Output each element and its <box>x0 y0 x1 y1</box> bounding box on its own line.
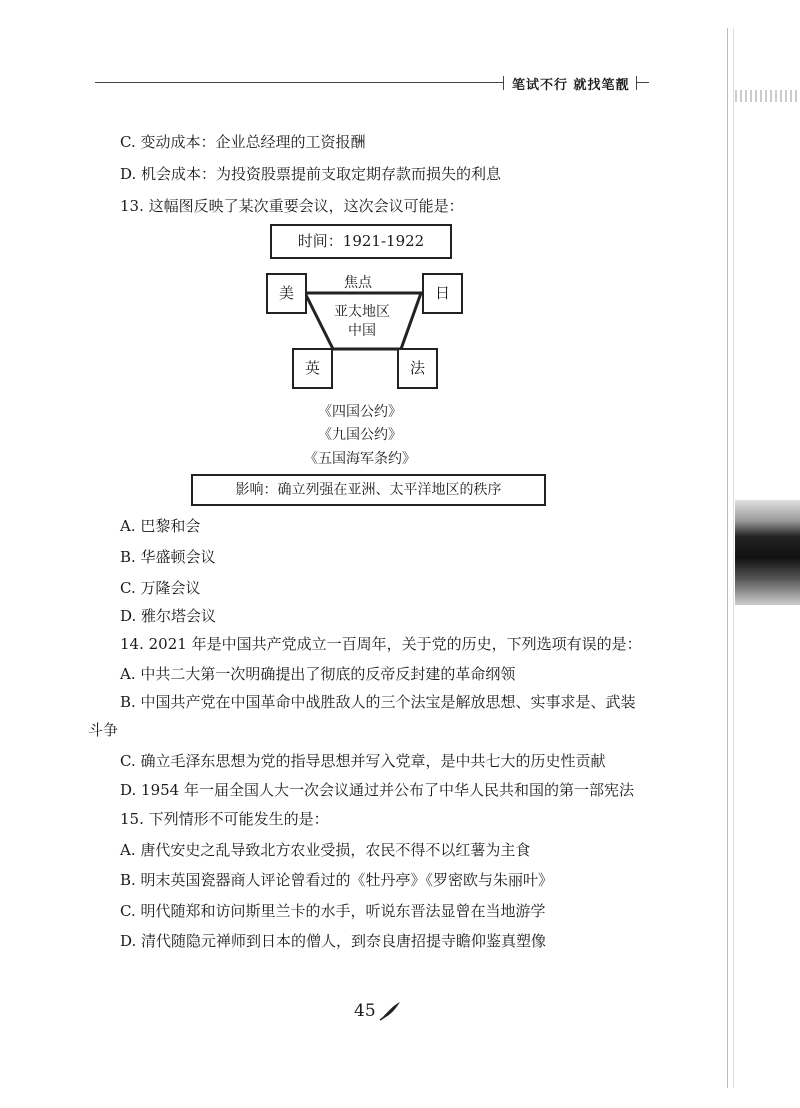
q13-option-d: D. 雅尔塔会议 <box>120 607 217 625</box>
diagram-time: 时间：1921-1922 <box>297 232 425 250</box>
diagram-focus-label: 焦点 <box>344 275 372 291</box>
diagram-france-label: 法 <box>409 359 425 377</box>
diagram-treaty-2: 《九国公约》 <box>318 427 402 443</box>
diagram-us-label: 美 <box>278 284 294 302</box>
q14-option-d: D. 1954 年一届全国人大一次会议通过并公布了中华人民共和国的第一部宪法 <box>120 781 634 799</box>
diagram-influence: 影响：确立列强在亚洲、太平洋地区的秩序 <box>235 482 502 498</box>
q14-option-b-cont: 斗争 <box>88 721 119 739</box>
q15-option-c: C. 明代随郑和访问斯里兰卡的水手，听说东晋法显曾在当地游学 <box>120 902 546 920</box>
diagram-treaty-1: 《四国公约》 <box>318 404 402 420</box>
q14-option-a: A. 中共二大第一次明确提出了彻底的反帝反封建的革命纲领 <box>120 665 516 683</box>
q15-option-b: B. 明末英国瓷器商人评论曾看过的《牡丹亭》《罗密欧与朱丽叶》 <box>120 871 554 889</box>
header-bar-right <box>636 76 637 90</box>
q13-option-b: B. 华盛顿会议 <box>120 548 216 566</box>
header-bar-left <box>503 76 504 90</box>
diagram-treaty-3: 《五国海军条约》 <box>304 451 416 467</box>
q14-option-c: C. 确立毛泽东思想为党的指导思想并写入党章，是中共七大的历史性贡献 <box>120 752 606 770</box>
header-rule-mid <box>460 82 503 83</box>
q15-stem: 15. 下列情形不可能发生的是： <box>120 810 329 828</box>
page-number: 45 <box>354 1001 376 1021</box>
diagram-influence-box <box>191 474 546 506</box>
q15-option-a: A. 唐代安史之乱导致北方农业受损，农民不得不以红薯为主食 <box>120 841 531 859</box>
scan-noise <box>735 90 800 102</box>
quill-pen-icon <box>378 1000 402 1022</box>
diagram-japan-label: 日 <box>434 284 450 302</box>
diagram-box-uk <box>292 348 333 389</box>
q14-stem: 14. 2021 年是中国共产党成立一百周年，关于党的历史，下列选项有误的是： <box>120 635 642 653</box>
diagram-center-line2: 中国 <box>348 323 376 339</box>
diagram-box-japan <box>422 273 463 314</box>
diagram-uk-label: 英 <box>304 359 320 377</box>
diagram-box-france <box>397 348 438 389</box>
diagram-box-us <box>266 273 307 314</box>
q13-stem: 13. 这幅图反映了某次重要会议，这次会议可能是： <box>120 197 464 215</box>
diagram-center-line1: 亚太地区 <box>334 304 390 320</box>
page-edge <box>727 28 728 1088</box>
diagram-time-box <box>270 224 452 259</box>
scan-shadow <box>735 500 800 605</box>
q14-option-b: B. 中国共产党在中国革命中战胜敌人的三个法宝是解放思想、实事求是、武装 <box>120 693 636 711</box>
q13-option-c: C. 万隆会议 <box>120 579 201 597</box>
q12-option-d: D. 机会成本：为投资股票提前支取定期存款而损失的利息 <box>120 165 502 183</box>
header-rule-right <box>637 82 649 83</box>
page-edge-shadow <box>733 28 734 1088</box>
q12-option-c: C. 变动成本：企业总经理的工资报酬 <box>120 133 366 151</box>
header-rule-left <box>95 82 497 83</box>
q15-option-d: D. 清代随隐元禅师到日本的僧人，到奈良唐招提寺瞻仰鉴真塑像 <box>120 932 547 950</box>
header-slogan: 笔试不行 就找笔靓 <box>512 78 630 93</box>
q13-option-a: A. 巴黎和会 <box>120 517 201 535</box>
